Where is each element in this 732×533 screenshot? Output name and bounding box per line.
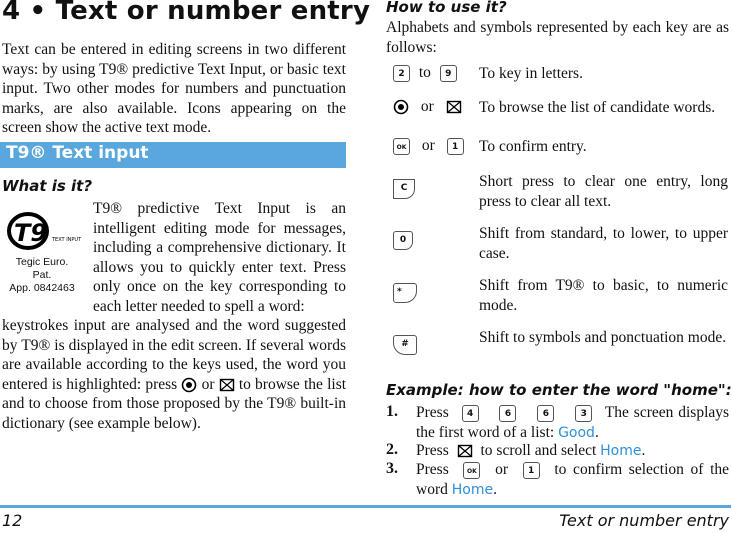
word-home-2: Home: [451, 481, 494, 498]
row-key-clear: [393, 179, 415, 199]
what-wide-text-1: keystrokes input are analysed and the word suggested by T9® is displayed in the edit screen. If several words are available according to the keys used, the word you entered is highlighted: press: [2, 317, 346, 393]
row-keys-browse: [393, 98, 462, 116]
key-2-icon: 2: [393, 65, 410, 82]
section-title: T9® Text input: [6, 143, 149, 163]
intro-paragraph: Text can be entered in editing screens in two different ways: by using T9® predictive Text Input, or basic text input. Two other modes for numbers and punctuation marks, are also available. Icons appearing on the screen show the active text mode.: [2, 41, 346, 136]
nav-up-down-icon: [181, 377, 197, 393]
how-heading: How to use it?: [386, 0, 507, 16]
section-bar: [0, 142, 346, 168]
chapter-title: 4 • Text or number entry: [2, 0, 371, 26]
patent-note: [6, 256, 78, 295]
key-4-icon: 4: [462, 405, 479, 422]
example-heading: Example: how to enter the word "home":: [386, 381, 732, 399]
what-or: or: [201, 375, 215, 393]
step-2-text: Press to scroll and select Home.: [416, 442, 646, 459]
nav-envelope-icon: [219, 377, 235, 393]
row-keys-confirm: [393, 137, 464, 155]
what-heading: What is it?: [2, 177, 93, 195]
what-paragraph-narrow: T9® predictive Text Input is an intelligent editing mode for messages, including a comprehensive dictionary. It allows you to quickly enter text. Press only once on the key corresponding to each letter needed to spell a word:: [93, 200, 346, 315]
row-or-3: or: [421, 137, 435, 154]
footer-divider: [0, 505, 731, 508]
patent-line-1: Tegic Euro. Pat.: [15, 256, 69, 281]
step-1-number: 1.: [386, 403, 398, 420]
key-ok-icon-2: OK: [463, 462, 480, 479]
row-text-2: To browse the list of candidate words.: [479, 99, 716, 116]
row-to: to: [418, 64, 431, 81]
key-6-icon: 6: [499, 405, 516, 422]
what-wide-text-2: to browse the list and to choose from those proposed by the T9® built-in dictionary (see example below).: [2, 375, 347, 432]
key-c-icon: C: [393, 179, 415, 199]
row-text-4: Short press to clear one entry, long press to clear all text.: [479, 173, 728, 210]
t9-logo-icon: [6, 203, 82, 257]
nav-up-down-icon-2: [393, 99, 409, 115]
row-key-star: [393, 283, 417, 303]
word-home-1: Home: [600, 443, 642, 459]
row-key-hash: [393, 335, 417, 355]
word-good: Good: [558, 424, 595, 441]
key-3-icon: 3: [575, 405, 592, 422]
key-1-icon: 1: [447, 138, 464, 155]
key-9-icon: 9: [440, 65, 457, 82]
step-2-number: 2.: [386, 441, 398, 458]
key-shift-icon: 0: [393, 231, 413, 250]
key-hash-icon: #: [393, 335, 417, 355]
key-1-icon-2: 1: [523, 462, 540, 479]
what-paragraph-wide: [2, 316, 346, 433]
nav-envelope-icon-3: [457, 443, 473, 459]
step-3-text: Press OK or 1 to confirm selection of the word Home.: [416, 461, 730, 498]
patent-line-2: App. 0842463: [9, 282, 75, 294]
row-text-5: Shift from standard, to lower, to upper case.: [479, 225, 728, 262]
step-3-number: 3.: [386, 460, 398, 477]
row-text-7: Shift to symbols and ponctuation mode.: [479, 329, 727, 346]
nav-envelope-icon-2: [446, 99, 462, 115]
t9-logo: [6, 203, 82, 257]
step-1-text: Press 4 6 6 3 The screen displays the first word of a list: Good.: [416, 404, 730, 441]
how-intro: Alphabets and symbols represented by each key are as follows:: [386, 19, 729, 56]
footer-title: Text or number entry: [559, 511, 729, 530]
key-ok-icon: OK: [393, 138, 410, 155]
footer-page-number: 12: [2, 511, 23, 530]
row-text-1: To key in letters.: [479, 65, 583, 82]
row-text-3: To confirm entry.: [479, 138, 587, 155]
row-text-6: Shift from T9® to basic, to numeric mode.: [479, 277, 728, 314]
t9-logo-text: T9: [14, 219, 48, 247]
row-key-shift: [393, 231, 413, 250]
key-6b-icon: 6: [537, 405, 554, 422]
t9-logo-sub: TEXT INPUT: [52, 237, 82, 243]
row-or-2: or: [420, 98, 434, 115]
row-keys-letters: [393, 64, 457, 82]
key-star-icon: *: [393, 283, 417, 303]
